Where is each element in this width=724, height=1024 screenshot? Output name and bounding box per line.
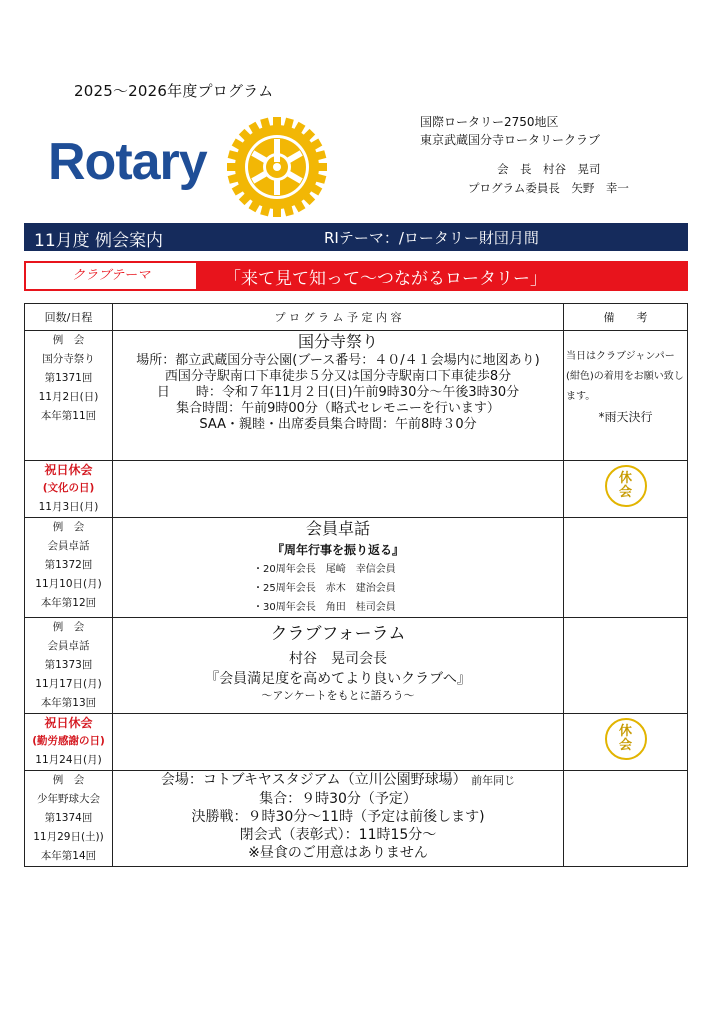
date-cell [25,331,113,461]
month-title: 11月度 例会案内 [34,231,164,251]
meeting-date: 11月29日(土)) [33,831,104,843]
meeting-number: 第1371回 [44,372,93,384]
meeting-count: 本年第14回 [40,850,97,862]
meeting-count: 本年第13回 [40,697,97,709]
club-theme-text: 「来て見て知って～つながるロータリー」 [224,269,547,289]
notes-cell [564,618,688,714]
table-row [25,331,688,461]
note-line: 当日はクラブジャンパー [566,351,675,362]
program-title: 国分寺祭り [297,332,378,351]
program-year-title: 2025～2026年度プログラム [74,82,274,100]
meeting-topic: 会員卓話 [47,640,90,652]
venue-note: 前年同じ [471,774,516,787]
meeting-topic: 国分寺祭り [42,353,95,365]
program-cell [113,618,564,714]
table-row [25,461,688,518]
meeting-date: 11月10日(月) [35,578,102,590]
date-cell [25,461,113,518]
meeting-number: 第1373回 [44,659,93,671]
meeting-number: 第1374回 [44,812,93,824]
table-row [25,771,688,867]
meeting-number: 第1372回 [44,559,93,571]
program-line: 決勝戦：９時30分～11時（予定は前後します) [191,809,485,825]
seal-char: 会 [618,738,632,753]
program-subtitle: 『会員満足度を高めてより良いクラブへ』 [205,671,471,687]
program-title: クラブフォーラム [270,624,406,644]
meeting-type: 例 会 [52,521,85,533]
table-row [25,618,688,714]
meeting-type: 例 会 [52,774,85,786]
note-line: (紺色)の着用をお願い致し [566,371,684,382]
speaker-name: 村谷 晃司会長 [289,651,387,667]
program-line: ※昼食のご用意はありません [248,845,428,861]
speaker-line: ・25周年会長 赤木 建治会員 [253,583,396,594]
meeting-date: 11月24日(月) [35,754,102,766]
header-program: プ ロ グ ラ ム 予 定 内 容 [113,304,564,331]
meeting-count: 本年第12回 [40,597,97,609]
meeting-type: 例 会 [52,621,85,633]
program-chair-name: プログラム委員長 矢野 幸一 [468,181,629,195]
note-line: ます。 [566,391,596,402]
header-notes: 備 考 [564,304,688,331]
rotary-wheel-icon [222,112,332,222]
meeting-date: 11月2日(日) [38,391,99,403]
note-line: *雨天決行 [598,410,653,424]
date-cell [25,771,113,867]
month-banner [24,223,688,251]
speaker-line: ・20周年会長 尾崎 幸信会員 [253,564,396,575]
program-line: 集合時間：午前9時00分（略式セレモニーを行います） [176,401,500,416]
closed-seal-icon [605,465,647,507]
district-name: 国際ロータリー2750地区 [420,115,559,129]
closed-seal-icon [605,718,647,760]
table-row [25,518,688,618]
date-cell [25,714,113,771]
program-subtitle: 『周年行事を振り返る』 [271,543,404,557]
program-cell [113,771,564,867]
program-line: 日 時：令和７年11月２日(日)午前9時30分～午後3時30分 [156,385,520,400]
speaker-line: ・30周年会長 角田 桂司会員 [253,602,396,613]
notes-cell [564,714,688,771]
notes-cell [564,461,688,518]
header-date: 回数/日程 [25,304,113,331]
rotary-logo-text: Rotary [48,133,207,191]
notes-cell [564,518,688,618]
program-line: 閉会式（表彰式）：11時15分～ [239,827,437,843]
program-cell [113,714,564,771]
date-cell [25,618,113,714]
meeting-date: 11月17日(月) [35,678,102,690]
venue-line: 会場：コトブキヤスタジアム（立川公園野球場） [160,772,467,788]
holiday-name: (文化の日) [42,482,95,494]
seal-char: 会 [618,485,632,500]
notes-cell [564,771,688,867]
program-caption: ～アンケートをもとに語ろう～ [261,689,415,702]
program-cell [113,461,564,518]
meeting-topic: 少年野球大会 [37,793,100,805]
schedule-table [24,303,688,867]
program-line: 西国分寺駅南口下車徒歩５分又は国分寺駅南口下車徒歩8分 [164,369,512,384]
holiday-label: 祝日休会 [44,716,93,730]
program-cell [113,331,564,461]
program-line: 場所：都立武蔵国分寺公園(ブース番号：４０/４１会場内に地図あり) [136,353,540,368]
table-row [25,714,688,771]
program-line: SAA・親睦・出席委員集合時間：午前8時３0分 [199,417,477,432]
holiday-name: (勤労感謝の日) [32,735,105,747]
club-theme-label: クラブテーマ [26,263,196,289]
club-theme-banner [24,261,688,291]
program-cell [113,518,564,618]
seal-char: 休 [618,471,632,486]
meeting-type: 例 会 [52,334,85,346]
meeting-topic: 会員卓話 [47,540,90,552]
program-line: 集合：９時30分（予定） [259,791,417,807]
program-title: 会員卓話 [305,519,370,538]
club-name: 東京武蔵国分寺ロータリークラブ [420,133,601,147]
meeting-count: 本年第11回 [40,410,97,422]
holiday-label: 祝日休会 [44,463,93,477]
president-name: 会 長 村谷 晃司 [497,162,601,176]
meeting-date: 11月3日(月) [38,501,99,513]
date-cell [25,518,113,618]
seal-char: 休 [618,724,632,739]
notes-cell [564,331,688,461]
table-header-row [25,304,688,331]
ri-theme: RIテーマ：/ロータリー財団月間 [324,229,539,247]
